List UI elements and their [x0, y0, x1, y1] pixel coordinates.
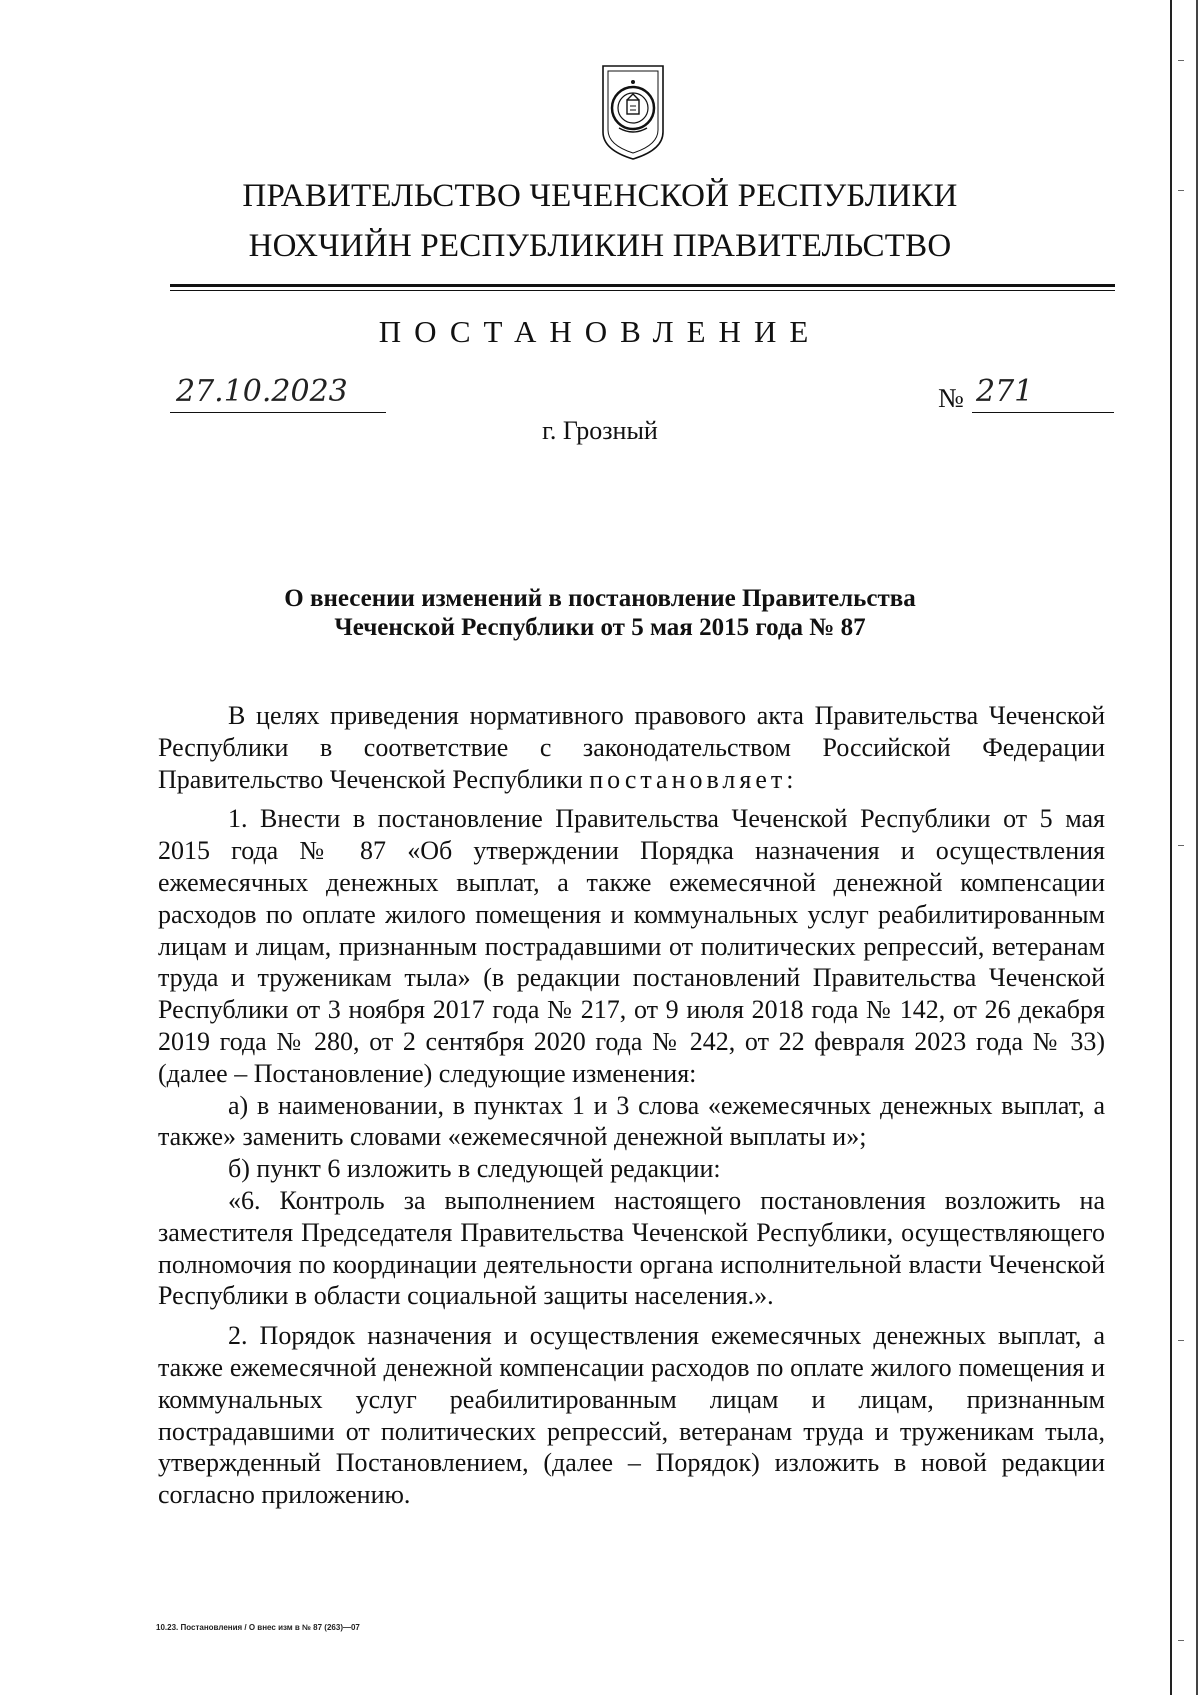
preamble-paragraph: В целях приведения нормативного правового акта Правительства Чеченской Республики в соответствие с законодательством Российской Федерации Правительство Чеченской Республики постановляет: — [158, 701, 1105, 794]
scan-edge-line — [1196, 0, 1198, 1695]
government-name-chechen: НОХЧИЙН РЕСПУБЛИКИН ПРАВИТЕЛЬСТВО — [248, 228, 952, 264]
scan-edge-mark — [1178, 1340, 1184, 1341]
number-field — [972, 372, 1114, 413]
document-title — [150, 584, 1050, 642]
paragraph-2: 2. Порядок назначения и осуществления ежемесячных денежных выплат, а также ежемесячной денежной компенсации расходов по оплате жилого помещения и коммунальных услуг реабилитированным лицам и лицам, признанным пострадавшими от политических репрессий, ветеранам труда и труженикам тыла, утвержденный Постановлением, (далее – Порядок) изложить в новой редакции согласно приложению. — [158, 1321, 1105, 1510]
title-line: О внесении изменений в постановление Правительства — [284, 585, 916, 612]
header-divider-thin — [170, 290, 1115, 291]
footer-document-code: 10.23. Постановления / О внес изм в № 87 (263)—07 — [156, 1623, 360, 1632]
government-name-russian: ПРАВИТЕЛЬСТВО ЧЕЧЕНСКОЙ РЕСПУБЛИКИ — [242, 178, 958, 214]
emphasized-word: постановляет — [589, 764, 787, 794]
handwritten-date: 27.10.2023 — [176, 374, 348, 409]
document-body — [158, 700, 1105, 1511]
paragraph-1b: б) пункт 6 изложить в следующей редакции: — [228, 1154, 721, 1184]
scan-edge-mark — [1178, 190, 1184, 191]
number-label: № — [938, 383, 964, 413]
scan-edge-mark — [1178, 60, 1184, 61]
scan-edge-line — [1170, 0, 1172, 1695]
paragraph-1: 1. Внести в постановление Правительства Чеченской Республики от 5 мая 2015 года № 87 «Об утверждении Порядка назначения и осуществления ежемесячных денежных выплат, а также ежемесячной денежной компенсации расходов по оплате жилого помещения и коммунальных услуг реабилитированным лицам и лицам, признанным пострадавшими от политических репрессий, ветеранам труда и труженикам тыла» (в редакции постановлений Правительства Чеченской Республики от 3 ноября 2017 года № 217, от 9 июля 2018 года № 142, от 26 декабря 2019 года № 280, от 2 сентября 2020 года № 242, от 22 февраля 2023 года № 33) (далее – Постановление) следующие изменения: — [158, 804, 1105, 1088]
scan-edge-mark — [1178, 845, 1184, 846]
city-name: г. Грозный — [542, 416, 658, 445]
date-field — [170, 372, 386, 413]
scan-edge-mark — [1178, 1640, 1184, 1641]
paragraph-1b-quote: «6. Контроль за выполнением настоящего постановления возложить на заместителя Председателя Правительства Чеченской Республики, осуществляющего полномочия по координации деятельности органа исполнительной власти Чеченской Республики в области социальной защиты населения.». — [158, 1185, 1105, 1311]
document-type-heading: ПОСТАНОВЛЕНИЕ — [378, 314, 822, 349]
paragraph-1a: а) в наименовании, в пунктах 1 и 3 слова «ежемесячных денежных выплат, а также» заменить словами «ежемесячной денежной выплаты и»; — [158, 1090, 1105, 1152]
coat-of-arms-emblem-icon — [599, 62, 667, 162]
title-line: Чеченской Республики от 5 мая 2015 года № 87 — [334, 614, 866, 641]
handwritten-number: 271 — [976, 374, 1034, 409]
header-divider-thick — [170, 284, 1115, 287]
